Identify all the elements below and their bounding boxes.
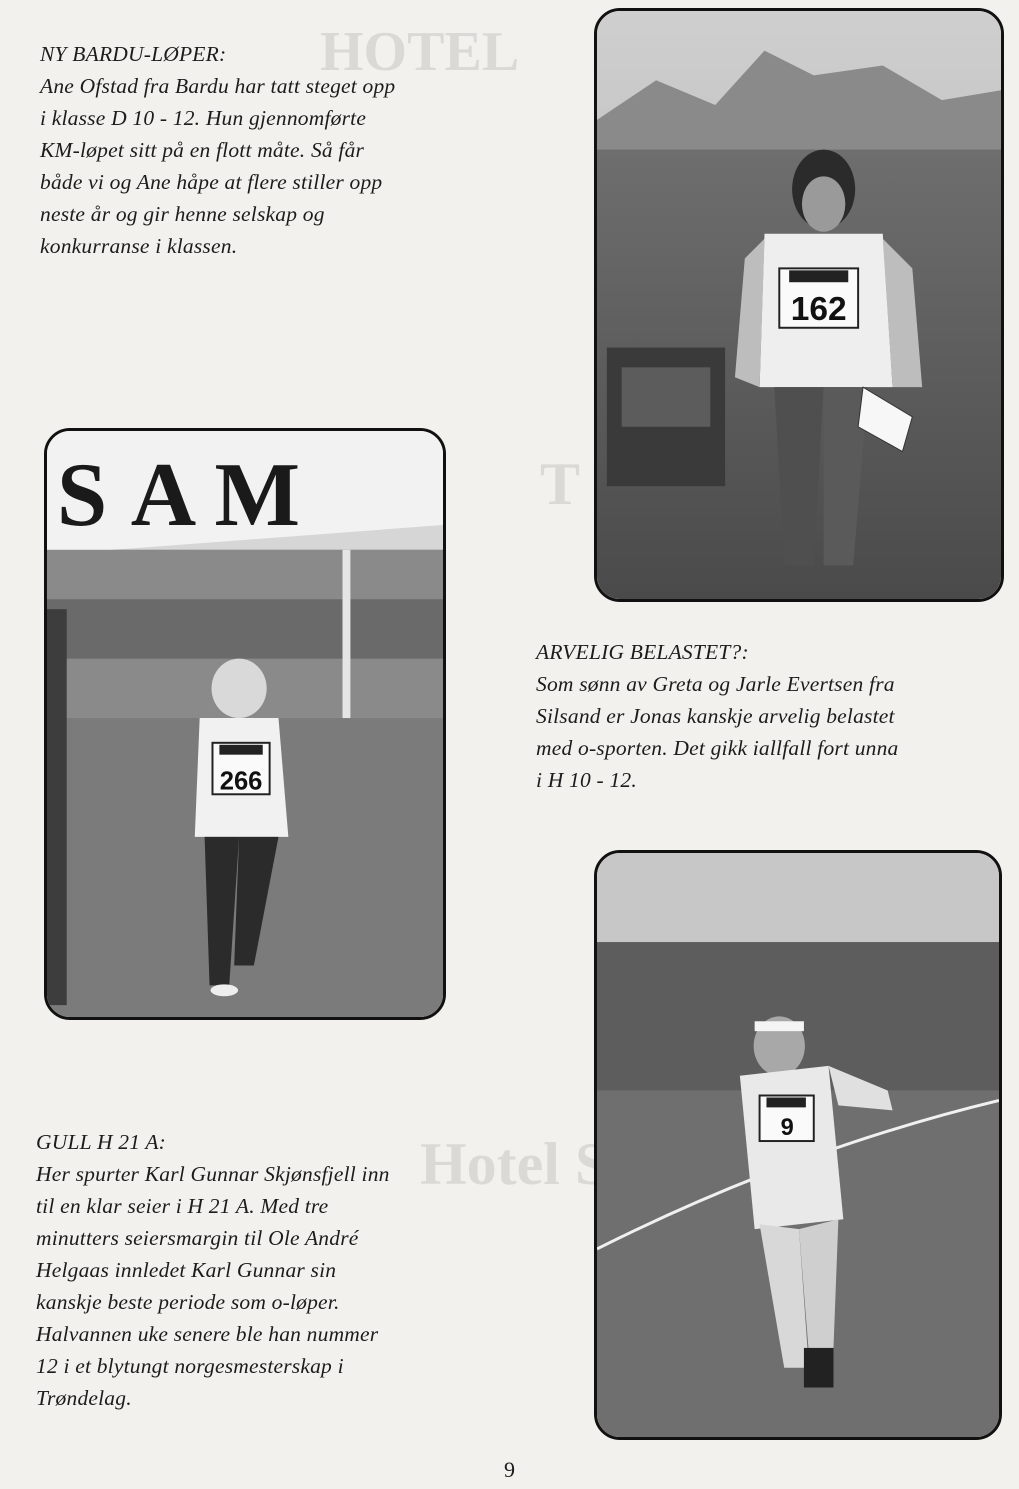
svg-text:S: S <box>56 443 108 546</box>
svg-text:A: A <box>130 443 197 546</box>
caption-line: konkurranse i klassen. <box>40 234 238 258</box>
reverse-page-show-through: HOTEL T Hotel Sa <box>320 21 639 1197</box>
caption-arvelig-heading: ARVELIG BELASTET?: <box>536 640 749 664</box>
caption-line: i klasse D 10 - 12. Hun gjennomførte <box>40 106 367 130</box>
caption-line: Halvannen uke senere ble han nummer <box>36 1322 379 1346</box>
caption-line: minutters seiersmargin til Ole André <box>36 1226 359 1250</box>
caption-line: Trøndelag. <box>36 1386 132 1410</box>
caption-gull-heading: GULL H 21 A: <box>36 1130 167 1154</box>
photo-runner-162 <box>594 8 1004 602</box>
bib-9: 9 <box>780 1115 794 1142</box>
caption-line: Som sønn av Greta og Jarle Evertsen fra <box>536 672 895 696</box>
bib-266: 266 <box>219 767 263 796</box>
caption-line: til en klar seier i H 21 A. Med tre <box>36 1194 329 1218</box>
caption-line: både vi og Ane håpe at flere stiller opp <box>40 170 383 194</box>
caption-line: Her spurter Karl Gunnar Skjønsfjell inn <box>36 1162 390 1186</box>
caption-line: KM-løpet sitt på en flott måte. Så får <box>40 138 365 162</box>
caption-gull <box>36 1126 516 1414</box>
caption-line: Helgaas innledet Karl Gunnar sin <box>36 1258 337 1282</box>
caption-line: Ane Ofstad fra Bardu har tatt steget opp <box>40 74 396 98</box>
page-number: 9 <box>504 1457 515 1482</box>
svg-text:M: M <box>214 443 300 546</box>
caption-line: Silsand er Jonas kanskje arvelig belastet <box>536 704 895 728</box>
caption-line: 12 i et blytungt norgesmesterskap i <box>36 1354 344 1378</box>
caption-line: neste år og gir henne selskap og <box>40 202 325 226</box>
caption-line: med o-sporten. Det gikk iallfall fort unna <box>536 736 899 760</box>
caption-bardu-heading: NY BARDU-LØPER: <box>40 42 227 66</box>
bib-162: 162 <box>790 290 847 328</box>
photo-runner-9 <box>594 850 1002 1440</box>
photo-runner-266 <box>44 428 446 1020</box>
caption-line: i H 10 - 12. <box>536 768 637 792</box>
caption-arvelig <box>536 636 1006 796</box>
caption-bardu <box>40 38 520 262</box>
caption-line: kanskje beste periode som o-løper. <box>36 1290 340 1314</box>
